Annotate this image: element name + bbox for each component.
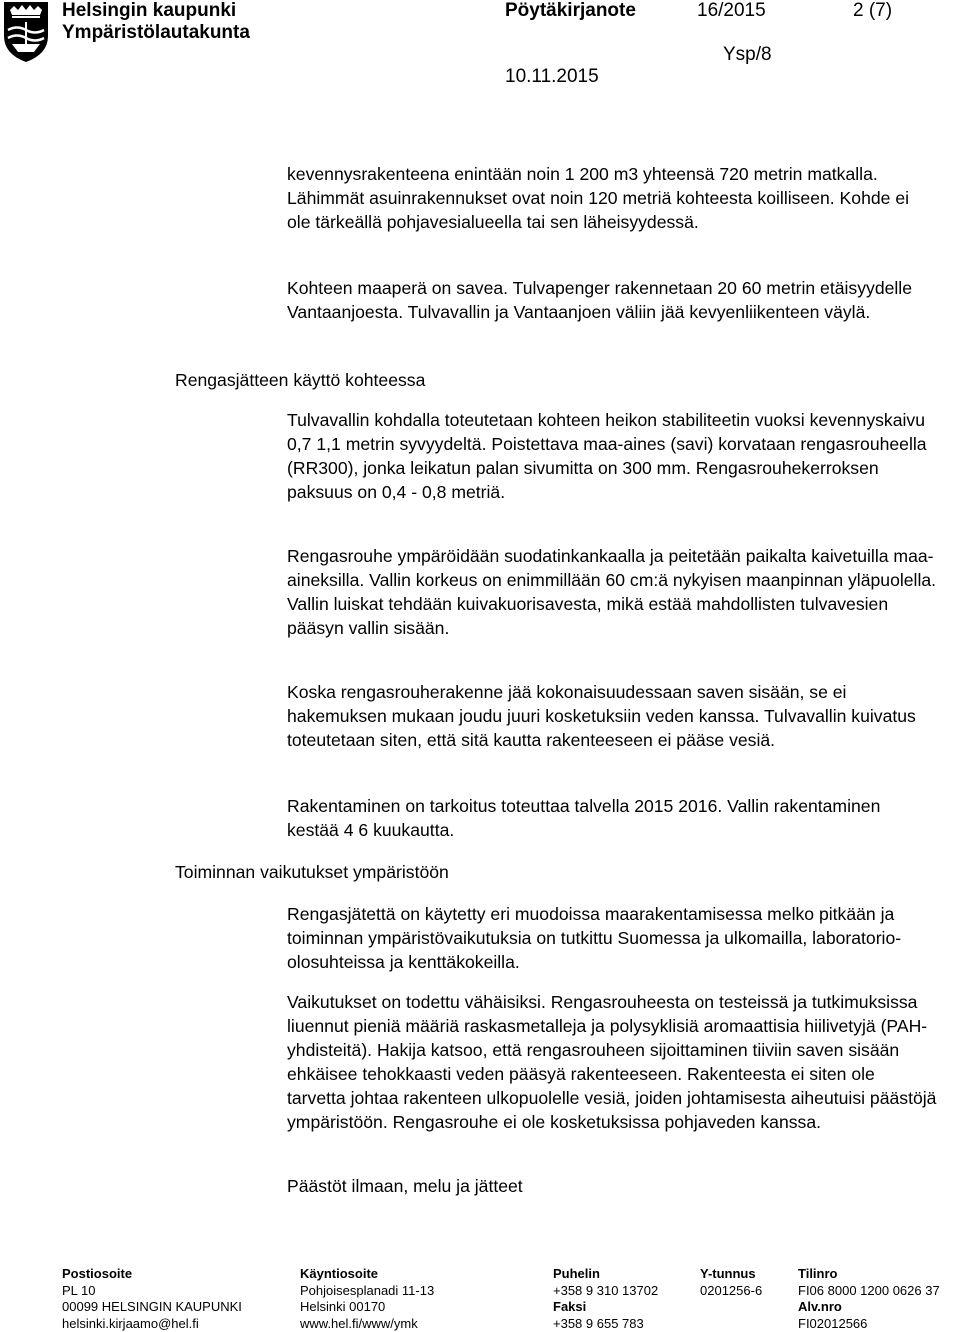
tire-use-paragraph-4: Rakentaminen on tarkoitus toteuttaa talvella 2015 2016. Vallin rakentaminen kestää 4 6 kuukautta. [287,796,881,840]
doc-type: Pöytäkirjanote [505,0,636,21]
footer-label: Puhelin [553,1266,600,1281]
section-heading-tire-use: Rengasjätteen käyttö kohteessa [175,370,426,390]
footer-label: Alv.nro [798,1299,842,1314]
tire-use-paragraph-1: Tulvavallin kohdalla toteutetaan kohteen heikon stabiliteetin vuoksi kevennyskaivu 0,7 1,1 metrin syvyydeltä. Poistettava maa-aines (savi) korvataan rengasrouheella (RR300), jonka leikatun palan sivumitta on 300 mm. Rengasrouhekerroksen paksuus on 0,4 - 0,8 metriä. [287,410,927,502]
footer-business-id [700,1266,762,1299]
page-footer [0,1266,960,1332]
intro-paragraph-1: kevennysrakenteena enintään noin 1 200 m3 yhteensä 720 metrin matkalla. Lähimmät asuinrakennukset ovat noin 120 metriä kohteesta koilliseen. Kohde ei ole tärkeällä pohjavesialueella tai sen läheisyydessä. [287,164,910,232]
footer-text: +358 9 655 783 [553,1315,644,1331]
footer-email: helsinki.kirjaamo@hel.fi [62,1315,199,1331]
tire-use-paragraph-3: Koska rengasrouherakenne jää kokonaisuudessaan saven sisään, se ei hakemuksen mukaan joudu juuri kosketuksiin veden kanssa. Tulvavallin kuivatus toteutetaan siten, että sitä kautta rakenteeseen ei pääse vesiä. [287,682,916,750]
footer-text: Helsinki 00170 [300,1299,386,1314]
footer-label: Käyntiosoite [300,1266,379,1281]
footer-text: +358 9 310 13702 [553,1282,659,1298]
footer-text: FI06 8000 1200 0626 37 [798,1282,940,1298]
footer-website: www.hel.fi/www/ymk [300,1315,418,1331]
footer-label: Y-tunnus [700,1266,756,1281]
footer-label: Tilinro [798,1266,838,1281]
org-name: Helsingin kaupunki [62,0,237,21]
footer-label: Faksi [553,1299,587,1314]
footer-text: Pohjoisesplanadi 11-13 [300,1282,435,1298]
meeting-date: 10.11.2015 [505,66,599,87]
footer-text: 0201256-6 [700,1282,763,1298]
footer-text: 00099 HELSINGIN KAUPUNKI [62,1299,242,1314]
section-heading-environmental-effects: Toiminnan vaikutukset ympäristöön [175,862,449,882]
footer-text: PL 10 [62,1282,96,1298]
footer-visiting-address [300,1266,434,1332]
tire-use-paragraph-2: Rengasrouhe ympäröidään suodatinkankaalla ja peitetään paikalta kaivetuilla maa-aineksilla. Vallin korkeus on enimmillään 60 cm:ä nykyisen maanpinnan yläpuolella. Vallin luiskat tehdään kuivakuorisavesta, mikä estää mahdollisten tulvavesien pääsyn vallin sisään. [287,546,937,638]
effects-paragraph-2: Vaikutukset on todettu vähäisiksi. Rengasrouheesta on testeissä ja tutkimuksissa liuennut pieniä määriä raskasmetalleja ja polysyklisiä aromaattisia hiilivetyjä (PAH-yhdisteitä). Hakija katsoo, että rengasrouheen sijoittaminen tiiviin saven sisään ehkäisee tehokkaasti veden pääsyä rakenteeseen. Rakenteesta ei siten ole tarvetta johtaa rakenteen ulkopuolelle vesiä, joiden johtamisesta aiheutuisi päästöjä ympäristöön. Rengasrouhe ei ole kosketuksissa pohjaveden kanssa. [287,992,937,1132]
footer-account [798,1266,940,1332]
footer-text: FI02012566 [798,1315,868,1331]
emissions-subheading: Päästöt ilmaan, melu ja jätteet [287,1176,523,1196]
footer-phone [553,1266,658,1332]
effects-paragraph-1: Rengasjätettä on käytetty eri muodoissa maarakentamisessa melko pitkään ja toiminnan ympäristövaikutuksia on tutkittu Suomessa ja ulkomailla, laboratorio-olosuhteissa ja kenttäkokeilla. [287,904,902,972]
page-number: 2 (7) [853,0,893,21]
helsinki-crest-logo [0,0,52,64]
section-code: Ysp/8 [723,44,772,65]
footer-postal-address [62,1266,242,1332]
intro-paragraph-2: Kohteen maaperä on savea. Tulvapenger rakennetaan 20 60 metrin etäisyydelle Vantaanjoesta. Tulvavallin ja Vantaanjoen väliin jää kevyenliikenteen väylä. [287,278,912,322]
footer-label: Postiosoite [62,1266,133,1281]
unit-name: Ympäristölautakunta [62,22,250,43]
page-header [0,0,960,100]
doc-number: 16/2015 [697,0,766,21]
